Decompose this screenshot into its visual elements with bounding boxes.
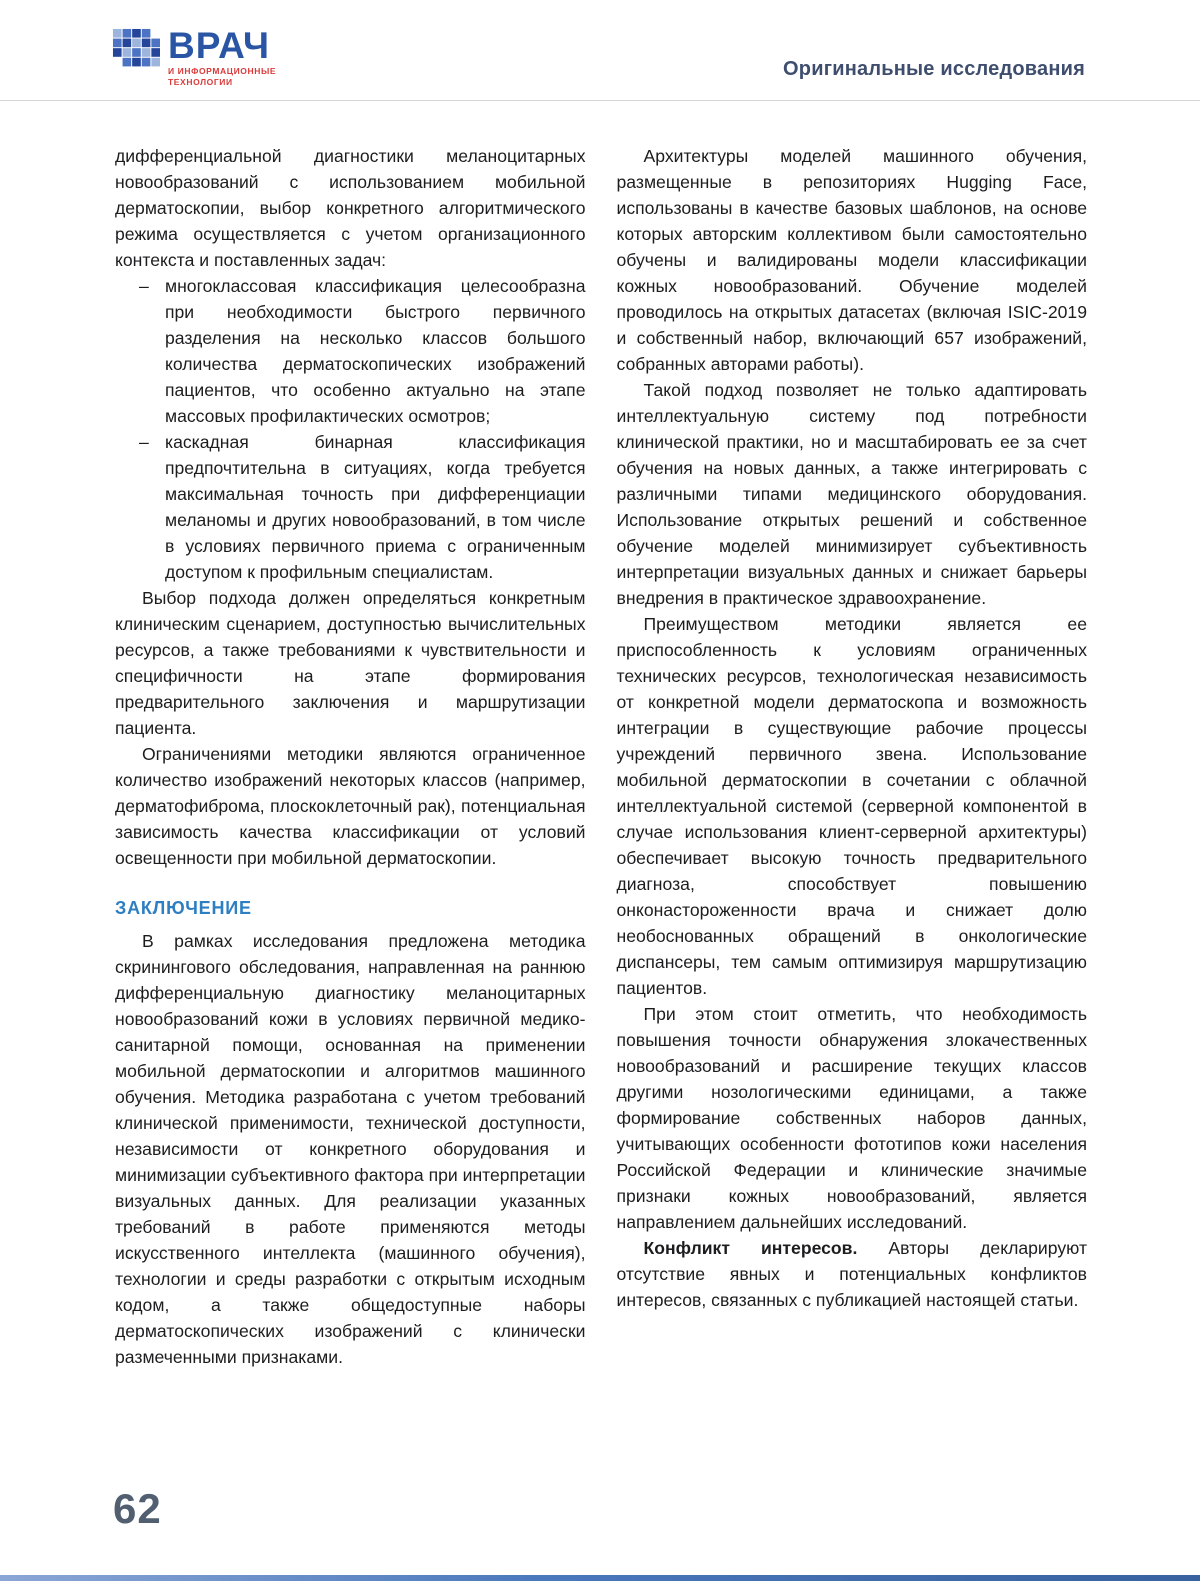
logo-title: ВРАЧ [168, 25, 271, 66]
logo-mosaic-icon [112, 28, 160, 76]
logo-text [168, 25, 277, 87]
conclusion-heading: ЗАКЛЮЧЕНИЕ [115, 898, 252, 918]
logo-subtitle: И ИНФОРМАЦИОННЫЕ ТЕХНОЛОГИИ [168, 66, 277, 87]
header-divider [0, 100, 1200, 101]
list-item-text: многоклассовая классификация целесообразна при необходимости быстрого первичного разделения на несколько классов большого количества дерматоскопических изображений пациентов, что особенно актуально на этапе массовых профилактических осмотров; [165, 276, 586, 426]
list-item [139, 273, 586, 429]
conflict-of-interest-text: Авторы декларируют отсутствие явных и потенциальных конфликтов интересов, связанных с публикацией настоящей статьи. [616, 1238, 1088, 1310]
left-column [115, 143, 586, 1370]
right-column [617, 143, 1088, 1370]
page-header [0, 0, 1200, 100]
paragraph-intro: дифференциальной диагностики меланоцитарных новообразований с использованием мобильной дерматоскопии, выбор конкретного алгоритмического режима осуществляется с учетом организационного контекста и поставленных задач: [115, 146, 586, 270]
list-item [139, 429, 586, 585]
paragraph-conflict [617, 1235, 1088, 1313]
section-title: Оригинальные исследования [783, 58, 1085, 80]
footer-accent-bar [0, 1575, 1200, 1581]
paragraph: При этом стоит отметить, что необходимость повышения точности обнаружения злокачественных новообразований и расширение текущих классов другими нозологическими единицами, а также формирование собственных наборов данных, учитывающих особенности фототипов кожи населения Российской Федерации и клинические значимые признаки кожных новообразований, является направлением дальнейших исследований. [616, 1004, 1087, 1232]
bullet-dash: – [139, 276, 149, 296]
paragraph: Преимуществом методики является ее приспособленность к условиям ограниченных технических ресурсов, технологическая независимость от конкретной модели дерматоскопа и возможность интеграции в существующие рабочие процессы учреждений первичного звена. Использование мобильной дерматоскопии в сочетании с облачной интеллектуальной системой (серверной компонентой в случае использования клиент-серверной архитектуры) обеспечивает высокую точность предварительного диагноза, способствует повышению онконастороженности врача и снижает долю необоснованных обращений в онкологические диспансеры, тем самым оптимизируя маршрутизацию пациентов. [616, 614, 1087, 998]
paragraph: Выбор подхода должен определяться конкретным клиническим сценарием, доступностью вычислительных ресурсов, а также требованиями к чувствительности и специфичности на этапе формирования предварительного заключения и маршрутизации пациента. [115, 588, 586, 738]
journal-logo [112, 25, 277, 87]
paragraph-conclusion: В рамках исследования предложена методика скринингового обследования, направленная на раннюю дифференциальную диагностику меланоцитарных новообразований кожи в условиях первичной медико-санитарной помощи, основанная на применении мобильной дерматоскопии и алгоритмов машинного обучения. Методика разработана с учетом требований клинической применимости, технической доступности, независимости от конкретного оборудования и минимизации субъективного фактора при интерпретации визуальных данных. Для реализации указанных требований в работе применяются методы искусственного интеллекта (машинного обучения), технологии и среды разработки с открытым исходным кодом, а также общедоступные наборы дерматоскопических изображений с клинически размеченными признаками. [115, 931, 586, 1367]
paragraph: Такой подход позволяет не только адаптировать интеллектуальную систему под потребности клинической практики, но и масштабировать ее за счет обучения на новых данных, а также интегрировать с различными типами медицинского оборудования. Использование открытых решений и собственное обучение моделей минимизирует субъективность интерпретации визуальных данных и снижает барьеры внедрения в практическое здравоохранение. [616, 380, 1087, 608]
paragraph: Архитектуры моделей машинного обучения, размещенные в репозиториях Hugging Face, использованы в качестве базовых шаблонов, на основе которых авторским коллективом были самостоятельно обучены и валидированы модели классификации кожных новообразований. Обучение моделей проводилось на открытых датасетах (включая ISIC-2019 и собственный набор, включающий 657 изображений, собранных авторами работы). [616, 146, 1087, 374]
conflict-of-interest-label: Конфликт интересов. [643, 1238, 858, 1258]
bullet-dash: – [139, 432, 149, 452]
list-item-text: каскадная бинарная классификация предпочтительна в ситуациях, когда требуется максимальная точность при дифференциации меланомы и других новообразований, в том числе в условиях первичного приема с ограниченным доступом к профильным специалистам. [165, 432, 586, 582]
article-body [115, 143, 1087, 1370]
paragraph: Ограничениями методики являются ограниченное количество изображений некоторых классов (например, дерматофиброма, плоскоклеточный рак), потенциальная зависимость качества классификации от условий освещенности при мобильной дерматоскопии. [115, 744, 586, 868]
page-number: 62 [113, 1485, 162, 1532]
